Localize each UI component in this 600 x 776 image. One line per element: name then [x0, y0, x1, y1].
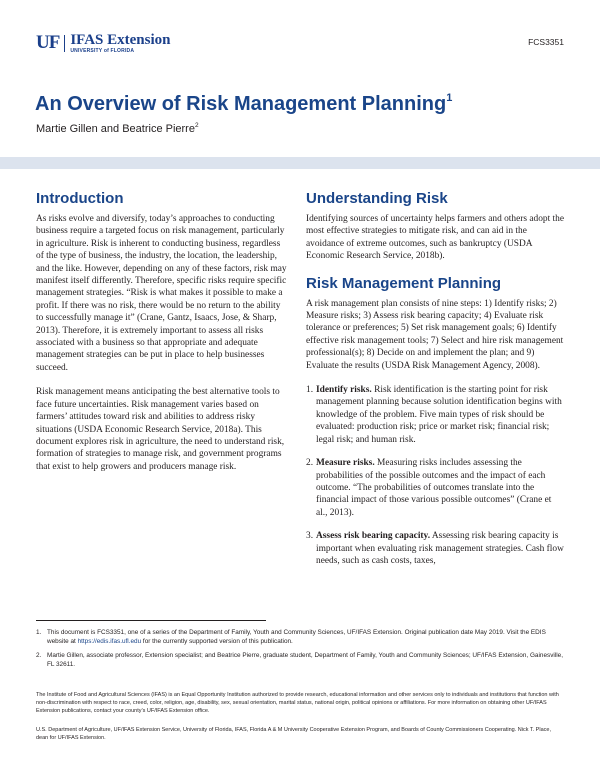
left-column: [36, 190, 288, 485]
step-number: 2.: [306, 458, 314, 469]
footnote-2: [36, 651, 564, 669]
authors-text: Martie Gillen and Beatrice Pierre: [36, 123, 195, 135]
step-number: 3.: [306, 531, 314, 542]
step-text: Risk identification is the starting point for risk management planning because solution identification begins with knowledge of the problem. Five main types of risk should be evaluated: production risk; price or market risk; financial risk; legal risk; and human risk.: [316, 385, 562, 445]
introduction-heading: Introduction: [36, 190, 124, 207]
list-item: [306, 457, 564, 519]
footnote-text-after: for the currently supported version of this publication.: [141, 638, 293, 645]
logo-subtitle: UNIVERSITY of FLORIDA: [70, 48, 135, 54]
uf-logo-mark: UF: [36, 32, 60, 53]
right-column: [306, 190, 564, 578]
step-term: Measure risks.: [316, 458, 375, 469]
step-term: Identify risks.: [316, 385, 372, 396]
logo-text: [70, 33, 170, 55]
understanding-risk-heading: Understanding Risk: [306, 190, 448, 207]
page-title: [35, 92, 452, 116]
footnote-text: Martie Gillen, associate professor, Extension specialist; and Beatrice Pierre, graduate student, Department of Family, Youth and Community Sciences; UF/IFAS Extension, Gainesville, FL 32611.: [47, 652, 563, 668]
intro-paragraph-1: As risks evolve and diversify, today’s approaches to conducting business require a targeted focus on risk management, particularly in agriculture. Risk is inherent to conducting business, regardless of the type of business, the industry, the location, the leadership, and the like. However, depending on any of these factors, risk may manifest itself differently. Therefore, specific risks require specific management strategies. “Risk is what makes it possible to make a profit. If there was no risk, there would be no return to the ability to successfully manage it” (Crane, Gantz, Isaacs, Jose, & Sharp, 2013). Therefore, it is extremely important to assess all risks associated with a business so that appropriate and adequate management strategies can be put in place to help businesses succeed.: [36, 214, 287, 373]
footnotes: [36, 628, 564, 674]
intro-paragraph-2: Risk management means anticipating the best alternative tools to face future uncertainties. Risk management varies based on farmers’ attitudes toward risk and abilities to address risky situations (USDA Economic Research Service, 2018a). This document explores risk in agriculture, the need to understand risk, formation of strategies to manage risk, and government programs that exist to help growers and producers manage risk.: [36, 387, 285, 472]
footnote-number: 2.: [36, 652, 42, 659]
risk-management-planning-heading: Risk Management Planning: [306, 274, 502, 292]
title-text: An Overview of Risk Management Planning: [35, 93, 447, 115]
step-text: Measuring risks includes assessing the probabilities of the possible outcomes and the impact of each outcome. “The probabilities of outcomes translate into the financial impact of those various possible outcomes” (Crane et al., 2013).: [316, 458, 552, 518]
authors-footnote-ref: 2: [194, 122, 199, 129]
list-item: [306, 384, 564, 446]
edis-link[interactable]: https://edis.ifas.ufl.edu: [77, 638, 142, 645]
logo-name: IFAS Extension: [70, 32, 171, 48]
step-text: Assessing risk bearing capacity is important when evaluating risk management strategies. Cash flow needs, such as cash costs, taxes,: [316, 531, 564, 566]
planning-paragraph: A risk management plan consists of nine steps: 1) Identify risks; 2) Measure risks; 3) Assess risk bearing capacity; 4) Evaluate risk tolerance or preferences; 5) Set risk management goals; 6) Identify effective risk management tools; 7) Select and hire risk management professional(s); 8) Decide on and implement the plan; and 9) Evaluate the results (USDA Risk Management Agency, 2008).: [306, 298, 564, 371]
publication-number: FCS3351: [528, 37, 564, 47]
footnote-number: 1.: [36, 629, 42, 636]
step-number: 1.: [306, 385, 314, 396]
planning-steps-list: [306, 384, 564, 567]
header-band: [0, 157, 600, 169]
list-item: [306, 530, 564, 567]
step-term: Assess risk bearing capacity.: [316, 531, 431, 542]
footnote-text: This document is FCS3351, one of a series of the Department of Family, Youth and Community Sciences, UF/IFAS Extension. Original publication date May 2019. Visit the EDIS website at: [47, 629, 546, 645]
uf-ifas-logo: [36, 33, 171, 55]
understanding-risk-paragraph: Identifying sources of uncertainty helps farmers and others adopt the most effective strategies to mitigate risk, and can aid in the avoidance of extreme outcomes, such as bankruptcy (USDA Economic Research Service, 2018b).: [306, 214, 564, 262]
footnote-1: [36, 628, 564, 646]
title-footnote-ref: 1: [446, 92, 453, 104]
logo-divider: [64, 35, 65, 52]
usda-statement: U.S. Department of Agriculture, UF/IFAS Extension Service, University of Florida, IFAS, Florida A & M University Cooperative Extension Program, and Boards of County Commissioners Cooperating. Nick T. Place, dean for UF/IFAS Extension.: [36, 727, 551, 741]
authors: [36, 122, 199, 135]
footnote-divider: [36, 620, 266, 621]
equal-opportunity-statement: The Institute of Food and Agricultural Sciences (IFAS) is an Equal Opportunity Institution authorized to provide research, educational information and other services only to individuals and institutions that function with non-discrimination with respect to race, creed, color, religion, age, disability, sex, sexual orientation, marital status, national origin, political opinions or affiliations. For more information on obtaining other UF/IFAS Extension publications, contact your county’s UF/IFAS Extension office.: [36, 692, 559, 714]
